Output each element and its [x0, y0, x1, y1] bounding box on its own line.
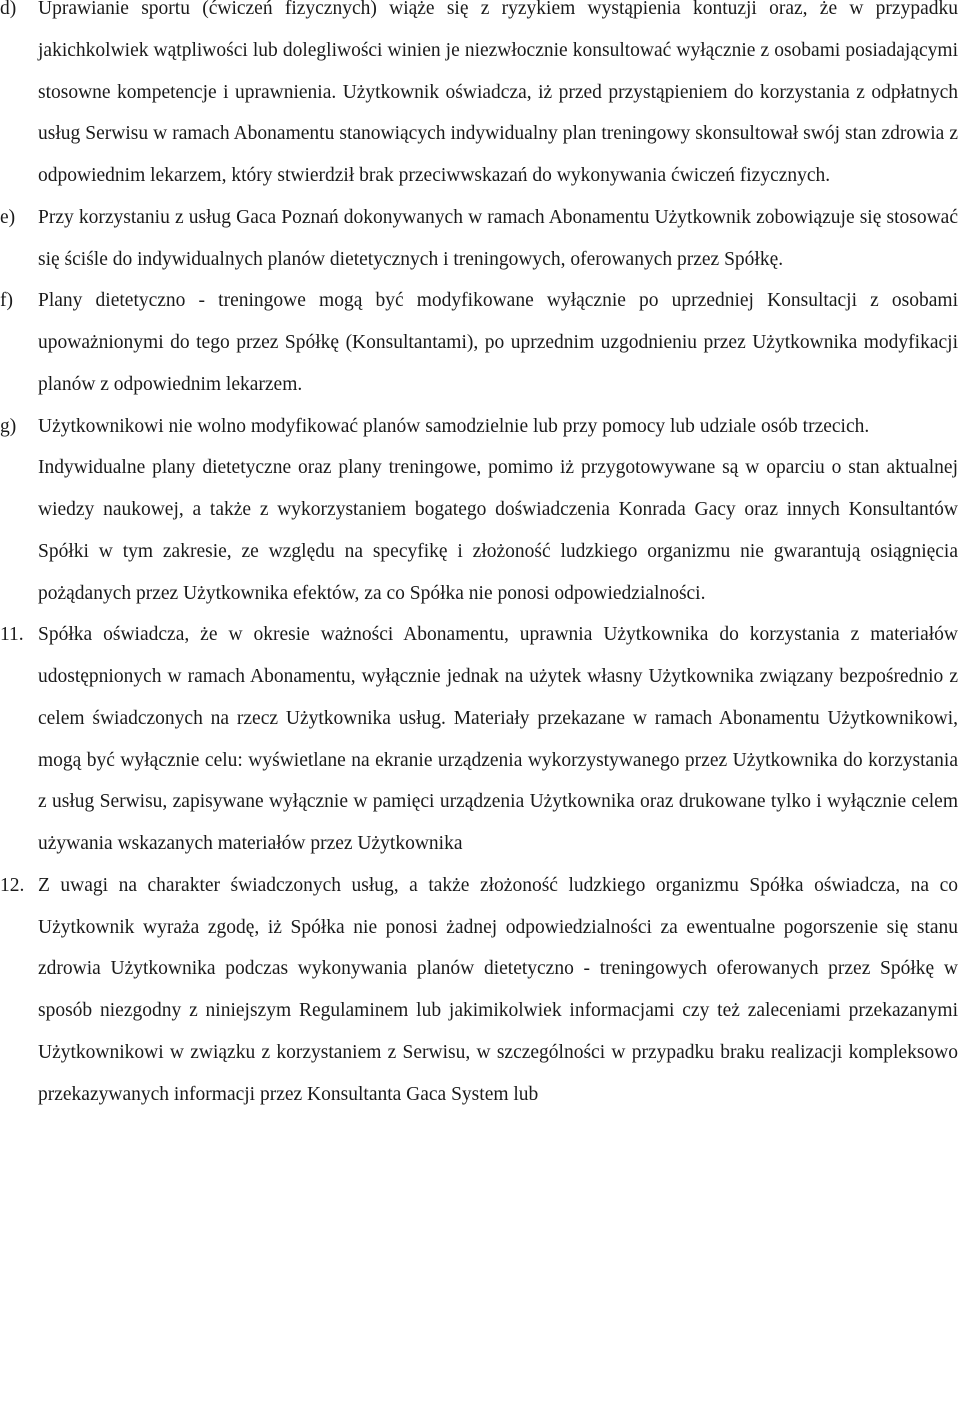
- list-item-text: Przy korzystaniu z usług Gaca Poznań dokonywanych w ramach Abonamentu Użytkownik zobowiązuje się stosować się ściśle do indywidualnych planów dietetycznych i treningowych, oferowanych przez Spółkę.: [38, 206, 958, 270]
- list-item-text: Spółka oświadcza, że w okresie ważności Abonamentu, uprawnia Użytkownika do korzystania z materiałów udostępnionych w ramach Abonamentu, wyłącznie jednak na użytek własny Użytkownika związany bezpośrednio z celem świadczonych na rzecz Użytkownika usług. Materiały przekazane w ramach Abonamentu Użytkownikowi, mogą być wyłącznie celu: wyświetlane na ekranie urządzenia wykorzystywanego przez Użytkownika do korzystania z usług Serwisu, zapisywane wyłącznie w pamięci urządzenia Użytkownika oraz drukowane tylko i wyłącznie celem używania wskazanych materiałów przez Użytkownika: [38, 624, 958, 854]
- list-item-d: [0, 0, 960, 197]
- list-marker: 12.: [0, 874, 25, 896]
- list-marker: f): [0, 290, 13, 312]
- numbered-item-11: [0, 614, 960, 865]
- disclaimer-paragraph: Indywidualne plany dietetyczne oraz plany treningowe, pomimo iż przygotowywane są w oparciu o stan aktualnej wiedzy naukowej, a także z wykorzystaniem bogatego doświadczenia Konrada Gacy oraz innych Konsultantów Spółki w tym zakresie, ze względu na specyfikę i złożoność ludzkiego organizmu nie gwarantują osiągnięcia pożądanych przez Użytkownika efektów, za co Spółka nie ponosi odpowiedzialności.: [38, 457, 958, 604]
- list-marker: g): [0, 415, 17, 437]
- list-marker: 11.: [0, 624, 24, 646]
- list-item-e: [0, 197, 960, 281]
- list-item-g: [0, 406, 960, 448]
- list-marker: d): [0, 0, 17, 19]
- numbered-item-12: [0, 865, 960, 1116]
- list-item-text: Plany dietetyczno - treningowe mogą być modyfikowane wyłącznie po uprzedniej Konsultacji z osobami upoważnionymi do tego przez Spółkę (Konsultantami), po uprzednim uzgodnieniu przez Użytkownika modyfikacji planów z odpowiednim lekarzem.: [38, 290, 958, 395]
- list-item-f: [0, 280, 960, 405]
- list-item-text: Uprawianie sportu (ćwiczeń fizycznych) wiąże się z ryzykiem wystąpienia kontuzji oraz, że w przypadku jakichkolwiek wątpliwości lub dolegliwości winien je niezwłocznie konsultować wyłącznie z osobami posiadającymi stosowne kompetencje i uprawnienia. Użytkownik oświadcza, iż przed przystąpieniem do korzystania z odpłatnych usług Serwisu w ramach Abonamentu stanowiących indywidualny plan treningowy skonsultował swój stan zdrowia z odpowiednim lekarzem, który stwierdził brak przeciwwskazań do wykonywania ćwiczeń fizycznych.: [38, 0, 958, 186]
- list-item-text: Z uwagi na charakter świadczonych usług, a także złożoność ludzkiego organizmu Spółka oświadcza, na co Użytkownik wyraża zgodę, iż Spółka nie ponosi żadnej odpowiedzialności za ewentualne pogorszenie się stanu zdrowia Użytkownika podczas wykonywania planów dietetyczno - treningowych oferowanych przez Spółkę w sposób niezgodny z niniejszym Regulaminem lub jakimikolwiek informacjami czy też zaleceniami przekazanymi Użytkownikowi w związku z korzystaniem z Serwisu, w szczególności w przypadku braku realizacji kompleksowo przekazywanych informacji przez Konsultanta Gaca System lub: [38, 874, 958, 1105]
- list-marker: e): [0, 206, 16, 228]
- list-item-text: Użytkownikowi nie wolno modyfikować planów samodzielnie lub przy pomocy lub udziale osób trzecich.: [38, 415, 870, 437]
